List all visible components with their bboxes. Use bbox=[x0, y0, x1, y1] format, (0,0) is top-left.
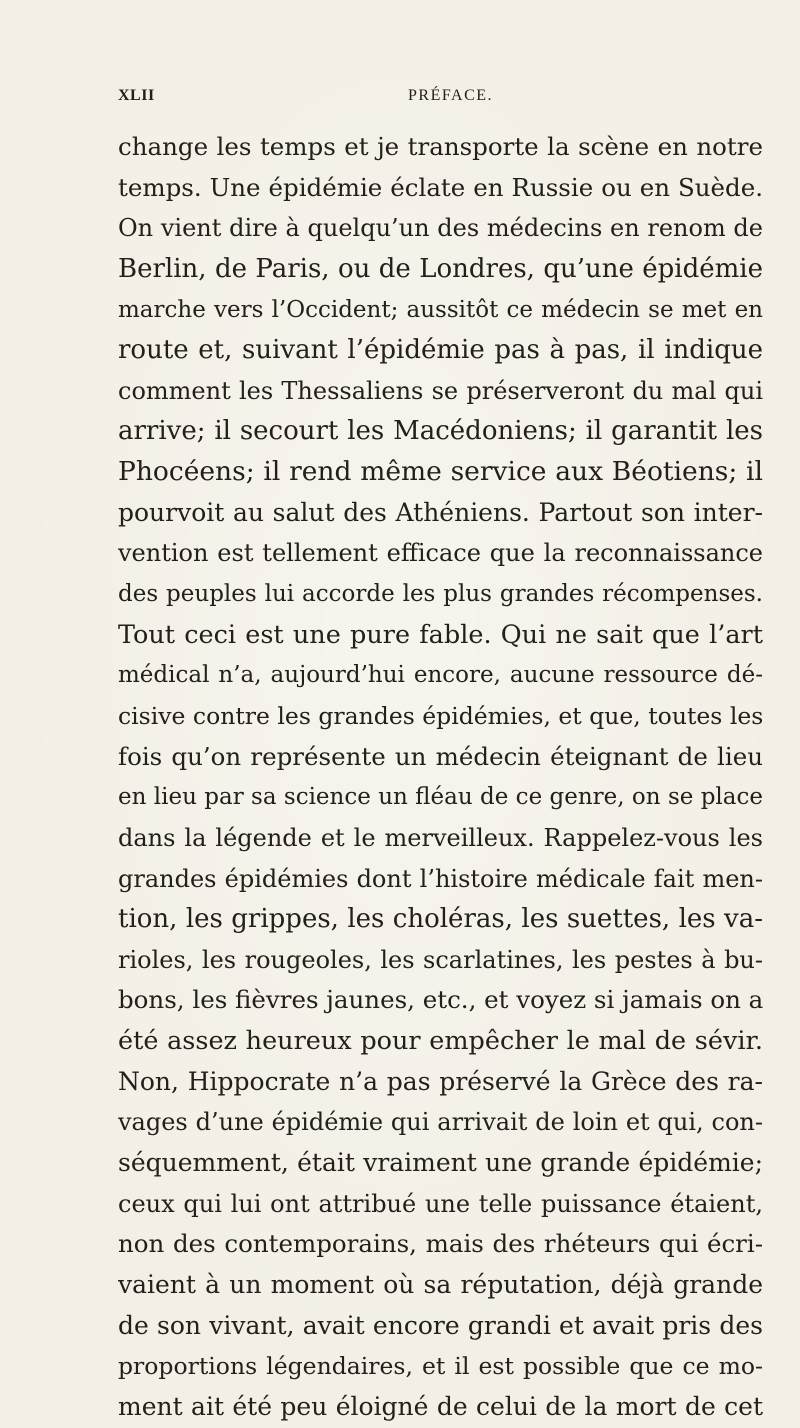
text-line: vention est tellement efficace que la reconnaissance bbox=[118, 539, 763, 568]
running-head bbox=[118, 83, 758, 109]
text-line: dans la légende et le merveilleux. Rappelez-vous les bbox=[118, 823, 763, 852]
text-line: change les temps et je transporte la scène en notre bbox=[118, 132, 763, 161]
text-line: pourvoit au salut des Athéniens. Partout son inter- bbox=[118, 497, 763, 527]
text-line: temps. Une épidémie éclate en Russie ou en Suède. bbox=[118, 172, 763, 202]
text-line: Non, Hippocrate n’a pas préservé la Grèce des ra- bbox=[118, 1066, 763, 1096]
text-line: fois qu’on représente un médecin éteignant de lieu bbox=[118, 741, 763, 771]
text-line: grandes épidémies dont l’histoire médicale fait men- bbox=[118, 864, 763, 893]
text-line: proportions légendaires, et il est possible que ce mo- bbox=[118, 1352, 763, 1381]
text-line: arrive; il secourt les Macédoniens; il garantit les bbox=[118, 416, 763, 447]
text-line: tion, les grippes, les choléras, les suettes, les va- bbox=[118, 904, 763, 935]
text-line: vages d’une épidémie qui arrivait de loin et qui, con- bbox=[118, 1108, 763, 1137]
text-line: médical n’a, aujourd’hui encore, aucune ressource dé- bbox=[118, 662, 763, 689]
text-line: séquemment, était vraiment une grande épidémie; bbox=[118, 1148, 763, 1178]
text-line: de son vivant, avait encore grandi et avait pris des bbox=[118, 1310, 763, 1340]
text-line: marche vers l’Occident; aussitôt ce médecin se met en bbox=[118, 296, 763, 323]
text-line: vaient à un moment où sa réputation, déjà grande bbox=[118, 1269, 763, 1299]
body-text bbox=[118, 127, 763, 1428]
page-number: XLII bbox=[118, 87, 155, 104]
text-line: comment les Thessaliens se préserveront du mal qui bbox=[118, 376, 763, 405]
text-line: Berlin, de Paris, ou de Londres, qu’une épidémie bbox=[118, 253, 763, 284]
text-line: ment ait été peu éloigné de celui de la mort de cet bbox=[118, 1391, 763, 1421]
text-line: rioles, les rougeoles, les scarlatines, les pestes à bu- bbox=[118, 945, 763, 974]
text-line: bons, les fièvres jaunes, etc., et voyez si jamais on a bbox=[118, 985, 763, 1015]
text-line: été assez heureux pour empêcher le mal de sévir. bbox=[118, 1026, 763, 1057]
text-line: cisive contre les grandes épidémies, et que, toutes les bbox=[118, 701, 763, 730]
text-line: Tout ceci est une pure fable. Qui ne sait que l’art bbox=[118, 619, 763, 650]
text-line: Phocéens; il rend même service aux Béotiens; il bbox=[118, 456, 763, 488]
text-line: en lieu par sa science un fléau de ce genre, on se place bbox=[118, 784, 763, 811]
text-line: On vient dire à quelqu’un des médecins en renom de bbox=[118, 214, 763, 243]
text-line: ceux qui lui ont attribué une telle puissance étaient, bbox=[118, 1189, 763, 1218]
text-line: route et, suivant l’épidémie pas à pas, il indique bbox=[118, 335, 763, 366]
text-line: non des contemporains, mais des rhéteurs qui écri- bbox=[118, 1229, 763, 1259]
text-line: des peuples lui accorde les plus grandes récompenses. bbox=[118, 581, 763, 608]
running-title: PRÉFACE. bbox=[408, 87, 494, 104]
